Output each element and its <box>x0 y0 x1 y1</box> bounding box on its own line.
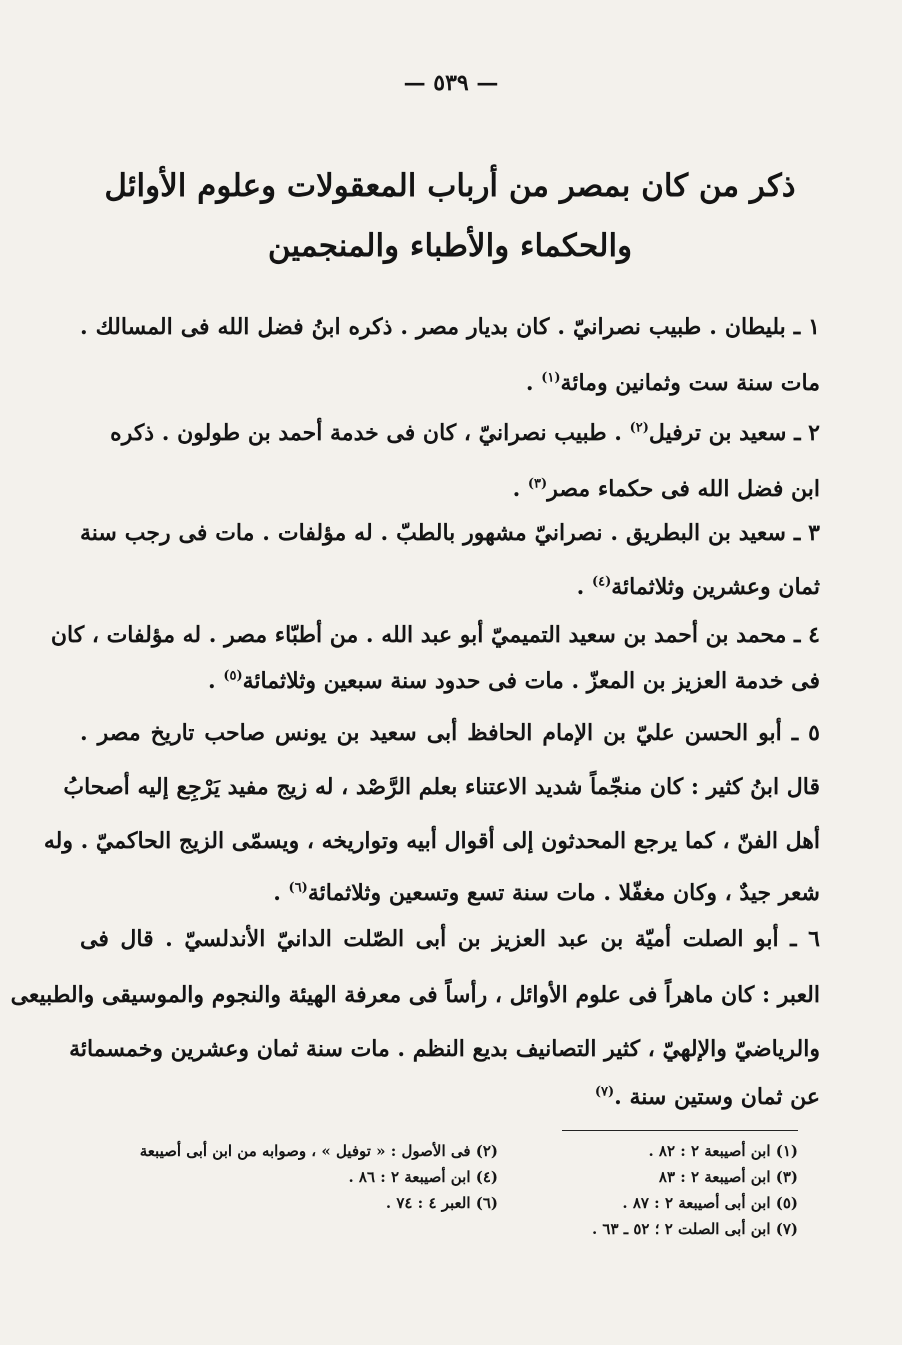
entry-6-line-4 <box>80 1082 820 1112</box>
footnote-ref-7: (٧) <box>594 1084 615 1100</box>
entry-5-text: شعر جيدٌ ، وكان مغفّلا . مات سنة تسع وتسعين وثلاثمائة <box>307 880 820 906</box>
footnote-5: (٥) ابن أبى أصيبعة ٢ : ٨٧ . <box>622 1194 798 1212</box>
entry-4-end: . <box>208 668 224 694</box>
entry-5-line-1: ٥ ـ أبو الحسن عليّ بن الإمام الحافظ أبى سعيد بن يونس صاحب تاريخ مصر . <box>80 720 820 746</box>
entry-2-line-2 <box>80 474 820 504</box>
entry-5-line-4 <box>80 878 820 908</box>
footnote-4: (٤) ابن أصيبعة ٢ : ٨٦ . <box>348 1168 498 1186</box>
entry-3-text: ثمان وعشرين وثلاثمائة <box>611 574 820 600</box>
footnote-1: (١) ابن أصيبعة ٢ : ٨٢ . <box>648 1142 798 1160</box>
footnote-ref-4: (٤) <box>591 574 612 590</box>
footnote-7: (٧) ابن أبى الصلت ٢ ؛ ٥٢ ـ ٦٣ . <box>591 1220 798 1238</box>
entry-6-line-3: والرياضيّ والإلهيّ ، كثير التصانيف بديع النظم . مات سنة ثمان وعشرين وخمسمائة <box>69 1036 820 1062</box>
entry-1-end: . <box>525 370 542 396</box>
entry-2-name: ٢ ـ سعيد بن ترفيل <box>648 420 820 446</box>
entry-3-line-1: ٣ ـ سعيد بن البطريق . نصرانيّ مشهور بالطبّ . له مؤلفات . مات فى رجب سنة <box>80 520 820 546</box>
entry-4-line-1: ٤ ـ محمد بن أحمد بن سعيد التميميّ أبو عبد الله . من أطبّاء مصر . له مؤلفات ، كان <box>50 622 820 648</box>
entry-5-line-2: قال ابنُ كثير : كان منجّماً شديد الاعتناء بعلم الرَّصْد ، له زيج مفيد يَرْجِع إليه أصحابُ <box>63 774 820 800</box>
footnote-row <box>68 1216 798 1242</box>
entry-3-line-2 <box>80 572 820 602</box>
entry-4-text: فى خدمة العزيز بن المعزّ . مات فى حدود سنة سبعين وثلاثمائة <box>242 668 820 694</box>
footnote-ref-1: (١) <box>541 370 561 386</box>
entry-2-text: . طبيب نصرانيّ ، كان فى خدمة أحمد بن طولون . ذكره <box>110 420 630 446</box>
entry-2-line-1 <box>80 418 820 448</box>
footnote-row <box>68 1190 798 1216</box>
footnote-2: (٢) فى الأصول : « توفيل » ، وصوابه من ابن أبى أصيبعة <box>139 1142 498 1160</box>
footnote-ref-3: (٣) <box>527 476 548 492</box>
entry-1-line-2 <box>80 368 820 398</box>
footnote-ref-6: (٦) <box>288 880 308 896</box>
footnote-3: (٣) ابن أصيبعة ٢ : ٨٣ <box>658 1168 798 1186</box>
footnote-6: (٦) العبر ٤ : ٧٤ . <box>385 1194 498 1212</box>
section-heading-line-1: ذكر من كان بمصر من أرباب المعقولات وعلوم الأوائل <box>104 168 796 204</box>
entry-1-text: مات سنة ست وثمانين ومائة <box>560 370 820 396</box>
footnotes <box>68 1138 798 1242</box>
footnote-divider <box>562 1130 798 1131</box>
entry-6-line-2: العبر : كان ماهراً فى علوم الأوائل ، رأساً فى معرفة الهيئة والنجوم والموسيقى والطبيعى <box>10 982 820 1008</box>
page-number: — ٥٣٩ — <box>403 70 499 96</box>
entry-5-end: . <box>273 880 289 906</box>
entry-3-end: . <box>576 574 592 600</box>
footnote-ref-5: (٥) <box>223 668 243 684</box>
entry-5-line-3: أهل الفنّ ، كما يرجع المحدثون إلى أقوال أبيه وتواريخه ، ويسمّى الزيج الحاكميّ . وله <box>43 828 820 854</box>
entry-6-line-1: ٦ ـ أبو الصلت أميّة بن عبد العزيز بن أبى الصّلت الدانيّ الأندلسيّ . قال فى <box>80 926 820 952</box>
section-heading-line-2: والحكماء والأطباء والمنجمين <box>267 228 633 264</box>
entry-2-text-2: ابن فضل الله فى حكماء مصر <box>547 476 820 502</box>
entry-4-line-2 <box>80 666 820 696</box>
footnote-ref-2: (٢) <box>629 420 649 436</box>
entry-6-text: عن ثمان وستين سنة . <box>614 1084 820 1110</box>
entry-2-end: . <box>512 476 528 502</box>
footnote-row <box>68 1138 798 1164</box>
footnote-row <box>68 1164 798 1190</box>
entry-1-line-1: ١ ـ بليطان . طبيب نصرانيّ . كان بديار مصر . ذكره ابنُ فضل الله فى المسالك . <box>80 314 820 340</box>
